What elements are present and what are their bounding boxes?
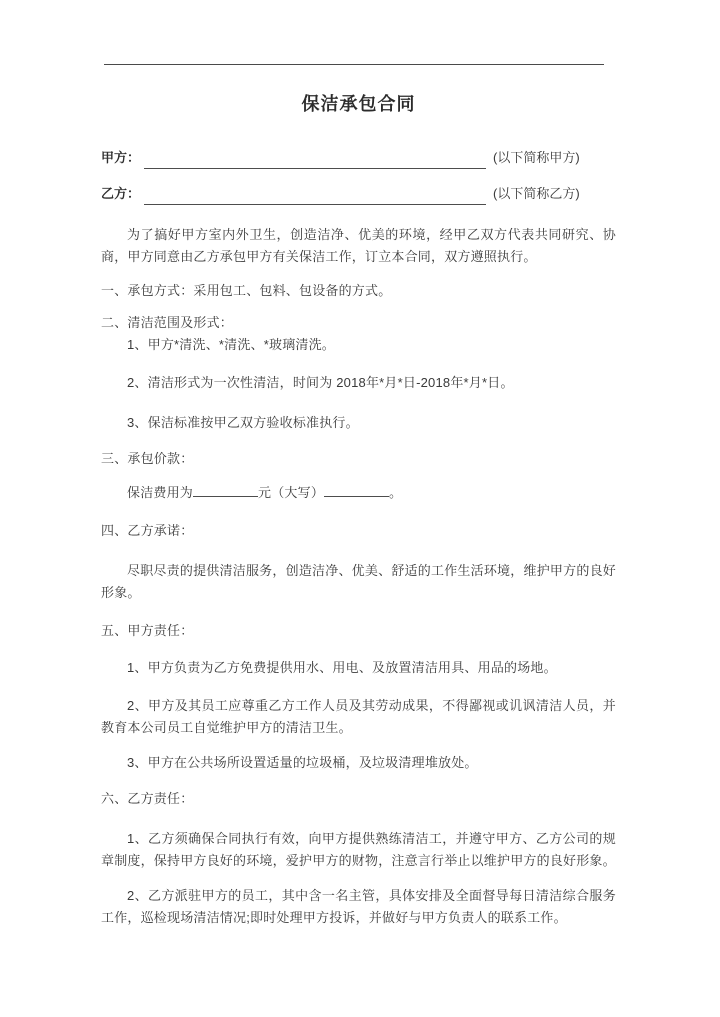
section-4-heading: 四、乙方承诺： (101, 523, 194, 538)
section-2-item-1: 1、甲方*清洗、*清洗、*玻璃清洗。 (127, 337, 336, 352)
section-2-item-3: 3、保洁标准按甲乙双方验收标准执行。 (127, 415, 359, 430)
section-6-heading: 六、乙方责任： (101, 791, 194, 806)
party-b-label: 乙方： (101, 186, 141, 201)
party-b-blank-line (144, 188, 486, 205)
party-b-note: (以下简称乙方) (493, 186, 580, 201)
section-2-heading: 二、清洁范围及形式： (101, 315, 234, 330)
section-3-heading: 三、承包价款： (101, 451, 194, 466)
fee-prefix: 保洁费用为 (127, 485, 194, 500)
section-2-item-2: 2、清洁形式为一次性清洁，时间为 2018年*月*日-2018年*月*日。 (127, 375, 514, 390)
document-title: 保洁承包合同 (301, 94, 416, 114)
section-6-item-1: 1、乙方须确保合同执行有效，向甲方提供熟练清洁工，并遵守甲方、乙方公司的规章制度，保持甲方良好的环境，爱护甲方的财物，注意言行举止以维护甲方的良好形象。 (101, 831, 616, 868)
fee-line (101, 482, 616, 504)
party-a-row (101, 147, 616, 169)
fee-amount-words-blank (324, 483, 389, 497)
party-b-row (101, 183, 616, 205)
fee-amount-blank (193, 483, 258, 497)
section-4-body: 尽职尽责的提供清洁服务，创造洁净、优美、舒适的工作生活环境，维护甲方的良好形象。 (101, 563, 616, 600)
section-1-heading: 一、承包方式：采用包工、包料、包设备的方式。 (101, 283, 392, 298)
section-5-item-3: 3、甲方在公共场所设置适量的垃圾桶，及垃圾清理堆放处。 (127, 755, 478, 770)
intro-paragraph: 为了搞好甲方室内外卫生，创造洁净、优美的环境，经甲乙双方代表共同研究、协商，甲方同意由乙方承包甲方有关保洁工作，订立本合同，双方遵照执行。 (101, 227, 616, 264)
document-content (0, 64, 720, 929)
section-6-item-2: 2、乙方派驻甲方的员工，其中含一名主管，具体安排及全面督导每日清洁综合服务工作，巡检现场清洁情况;即时处理甲方投诉，并做好与甲方负责人的联系工作。 (101, 888, 616, 925)
party-a-label: 甲方： (101, 150, 141, 165)
section-5-item-2: 2、甲方及其员工应尊重乙方工作人员及其劳动成果，不得鄙视或讥讽清洁人员，并教育本公司员工自觉维护甲方的清洁卫生。 (101, 698, 616, 735)
fee-mid: 元（大写） (258, 485, 325, 500)
header-divider-line (104, 64, 604, 65)
party-a-blank-line (144, 152, 486, 169)
fee-suffix: 。 (389, 485, 403, 500)
section-5-item-1: 1、甲方负责为乙方免费提供用水、用电、及放置清洁用具、用品的场地。 (127, 660, 557, 675)
section-5-heading: 五、甲方责任： (101, 623, 194, 638)
party-a-note: (以下简称甲方) (493, 150, 580, 165)
